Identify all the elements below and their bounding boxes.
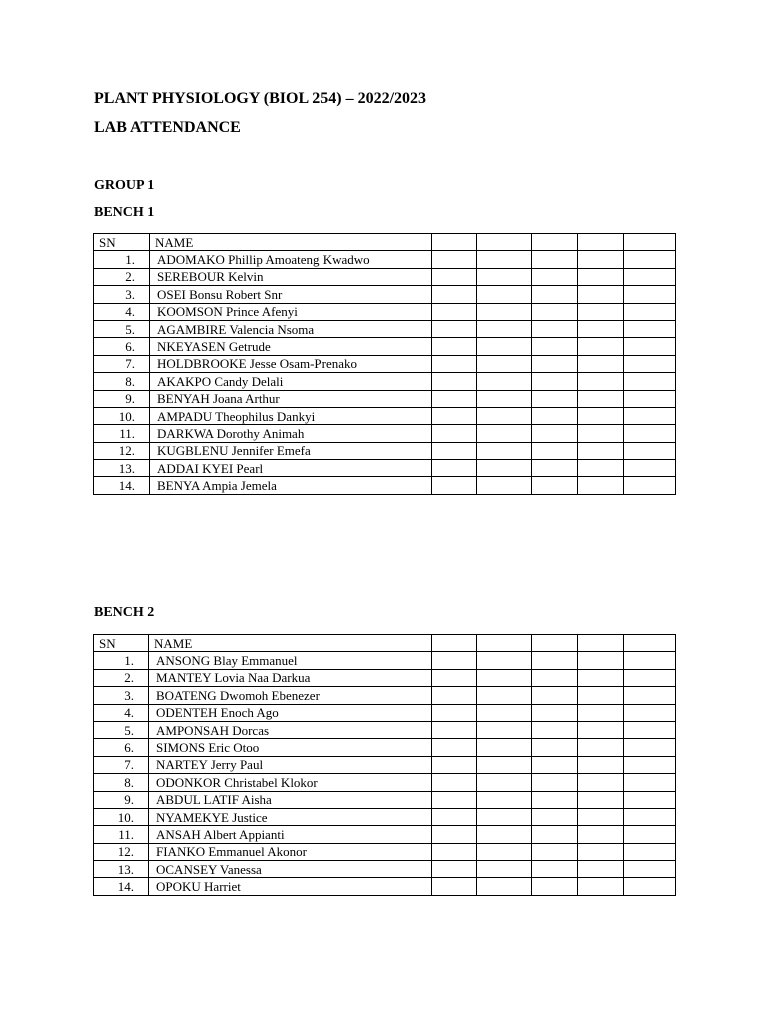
table-row bbox=[94, 687, 676, 704]
attendance-cell bbox=[432, 286, 477, 303]
serial-number: 4. bbox=[94, 704, 149, 721]
attendance-cell bbox=[532, 704, 578, 721]
attendance-cell bbox=[624, 407, 676, 424]
table-row bbox=[94, 791, 676, 808]
serial-number: 6. bbox=[94, 739, 149, 756]
attendance-cell bbox=[477, 477, 532, 494]
attendance-header-cell bbox=[432, 635, 477, 652]
serial-number: 2. bbox=[94, 268, 150, 285]
attendance-cell bbox=[477, 791, 532, 808]
attendance-cell bbox=[624, 268, 676, 285]
student-name: NYAMEKYE Justice bbox=[149, 808, 432, 825]
attendance-cell bbox=[624, 303, 676, 320]
serial-number: 8. bbox=[94, 373, 150, 390]
attendance-cell bbox=[477, 687, 532, 704]
student-name: FIANKO Emmanuel Akonor bbox=[149, 843, 432, 860]
attendance-cell bbox=[578, 878, 624, 895]
table-row bbox=[94, 268, 676, 285]
table-row bbox=[94, 390, 676, 407]
attendance-header-cell bbox=[432, 234, 477, 251]
attendance-cell bbox=[624, 425, 676, 442]
student-name: ADDAI KYEI Pearl bbox=[150, 460, 432, 477]
attendance-cell bbox=[432, 338, 477, 355]
serial-number: 1. bbox=[94, 251, 150, 268]
attendance-cell bbox=[532, 826, 578, 843]
table-row bbox=[94, 721, 676, 738]
attendance-cell bbox=[532, 286, 578, 303]
attendance-cell bbox=[532, 425, 578, 442]
attendance-cell bbox=[477, 739, 532, 756]
attendance-cell bbox=[432, 669, 477, 686]
attendance-cell bbox=[624, 739, 676, 756]
attendance-cell bbox=[578, 460, 624, 477]
table-row bbox=[94, 774, 676, 791]
attendance-cell bbox=[432, 407, 477, 424]
attendance-cell bbox=[624, 826, 676, 843]
attendance-cell bbox=[532, 442, 578, 459]
attendance-cell bbox=[477, 268, 532, 285]
attendance-cell bbox=[532, 687, 578, 704]
attendance-cell bbox=[477, 774, 532, 791]
attendance-cell bbox=[432, 861, 477, 878]
attendance-cell bbox=[624, 791, 676, 808]
attendance-cell bbox=[477, 652, 532, 669]
attendance-cell bbox=[432, 687, 477, 704]
attendance-cell bbox=[532, 808, 578, 825]
attendance-cell bbox=[578, 477, 624, 494]
attendance-cell bbox=[624, 442, 676, 459]
serial-number: 9. bbox=[94, 791, 149, 808]
attendance-cell bbox=[532, 407, 578, 424]
student-name: ODONKOR Christabel Klokor bbox=[149, 774, 432, 791]
attendance-cell bbox=[532, 477, 578, 494]
attendance-cell bbox=[477, 390, 532, 407]
attendance-cell bbox=[532, 303, 578, 320]
attendance-cell bbox=[578, 669, 624, 686]
attendance-cell bbox=[432, 808, 477, 825]
attendance-cell bbox=[532, 843, 578, 860]
student-name: ADOMAKO Phillip Amoateng Kwadwo bbox=[150, 251, 432, 268]
serial-number: 10. bbox=[94, 808, 149, 825]
table-row bbox=[94, 704, 676, 721]
serial-number: 11. bbox=[94, 425, 150, 442]
attendance-cell bbox=[532, 756, 578, 773]
attendance-cell bbox=[432, 425, 477, 442]
attendance-cell bbox=[432, 704, 477, 721]
table-row bbox=[94, 338, 676, 355]
attendance-cell bbox=[532, 652, 578, 669]
attendance-cell bbox=[578, 774, 624, 791]
bench-1-attendance-table bbox=[93, 233, 676, 495]
table-row bbox=[94, 407, 676, 424]
attendance-cell bbox=[432, 355, 477, 372]
attendance-cell bbox=[432, 756, 477, 773]
attendance-cell bbox=[578, 303, 624, 320]
attendance-cell bbox=[532, 355, 578, 372]
attendance-header-cell bbox=[477, 635, 532, 652]
student-name: ABDUL LATIF Aisha bbox=[149, 791, 432, 808]
table-row bbox=[94, 826, 676, 843]
student-name: AMPADU Theophilus Dankyi bbox=[150, 407, 432, 424]
attendance-cell bbox=[477, 251, 532, 268]
attendance-header-cell bbox=[578, 635, 624, 652]
attendance-cell bbox=[532, 721, 578, 738]
serial-number: 12. bbox=[94, 843, 149, 860]
attendance-cell bbox=[624, 338, 676, 355]
serial-number: 6. bbox=[94, 338, 150, 355]
attendance-cell bbox=[432, 460, 477, 477]
attendance-cell bbox=[432, 390, 477, 407]
attendance-cell bbox=[432, 739, 477, 756]
serial-number: 4. bbox=[94, 303, 150, 320]
attendance-cell bbox=[624, 390, 676, 407]
attendance-cell bbox=[578, 721, 624, 738]
table-row bbox=[94, 878, 676, 895]
attendance-cell bbox=[578, 251, 624, 268]
attendance-cell bbox=[432, 774, 477, 791]
student-name: KUGBLENU Jennifer Emefa bbox=[150, 442, 432, 459]
attendance-cell bbox=[578, 268, 624, 285]
attendance-cell bbox=[624, 774, 676, 791]
attendance-cell bbox=[432, 320, 477, 337]
attendance-cell bbox=[532, 774, 578, 791]
student-name: NKEYASEN Getrude bbox=[150, 338, 432, 355]
attendance-cell bbox=[432, 652, 477, 669]
student-name: HOLDBROOKE Jesse Osam-Prenako bbox=[150, 355, 432, 372]
attendance-cell bbox=[624, 251, 676, 268]
attendance-cell bbox=[624, 286, 676, 303]
attendance-cell bbox=[624, 355, 676, 372]
table-row bbox=[94, 808, 676, 825]
attendance-cell bbox=[532, 373, 578, 390]
attendance-cell bbox=[532, 460, 578, 477]
attendance-cell bbox=[624, 808, 676, 825]
table-row bbox=[94, 843, 676, 860]
attendance-cell bbox=[477, 756, 532, 773]
name-column-header: NAME bbox=[150, 234, 432, 251]
attendance-cell bbox=[477, 669, 532, 686]
attendance-cell bbox=[477, 460, 532, 477]
bench-2-label: BENCH 2 bbox=[94, 605, 155, 620]
attendance-cell bbox=[532, 268, 578, 285]
attendance-header-cell bbox=[532, 635, 578, 652]
attendance-cell bbox=[578, 425, 624, 442]
table-row bbox=[94, 739, 676, 756]
table-row bbox=[94, 303, 676, 320]
table-header-row bbox=[94, 635, 676, 652]
bench-1-label: BENCH 1 bbox=[94, 205, 155, 220]
sn-column-header: SN bbox=[94, 635, 149, 652]
attendance-cell bbox=[578, 390, 624, 407]
sn-column-header: SN bbox=[94, 234, 150, 251]
table-row bbox=[94, 251, 676, 268]
attendance-cell bbox=[532, 669, 578, 686]
table-header-row bbox=[94, 234, 676, 251]
table-row bbox=[94, 286, 676, 303]
attendance-cell bbox=[432, 442, 477, 459]
attendance-cell bbox=[624, 669, 676, 686]
table-row bbox=[94, 669, 676, 686]
attendance-cell bbox=[432, 268, 477, 285]
student-name: DARKWA Dorothy Animah bbox=[150, 425, 432, 442]
student-name: BOATENG Dwomoh Ebenezer bbox=[149, 687, 432, 704]
attendance-cell bbox=[477, 355, 532, 372]
attendance-cell bbox=[532, 390, 578, 407]
attendance-header-cell bbox=[477, 234, 532, 251]
student-name: SIMONS Eric Otoo bbox=[149, 739, 432, 756]
attendance-cell bbox=[578, 442, 624, 459]
attendance-cell bbox=[477, 425, 532, 442]
attendance-cell bbox=[578, 320, 624, 337]
serial-number: 5. bbox=[94, 320, 150, 337]
serial-number: 11. bbox=[94, 826, 149, 843]
attendance-cell bbox=[432, 791, 477, 808]
attendance-cell bbox=[477, 861, 532, 878]
student-name: BENYAH Joana Arthur bbox=[150, 390, 432, 407]
attendance-cell bbox=[624, 704, 676, 721]
student-name: OSEI Bonsu Robert Snr bbox=[150, 286, 432, 303]
serial-number: 14. bbox=[94, 878, 149, 895]
table-row bbox=[94, 442, 676, 459]
attendance-cell bbox=[532, 861, 578, 878]
attendance-header-cell bbox=[532, 234, 578, 251]
attendance-cell bbox=[624, 861, 676, 878]
serial-number: 2. bbox=[94, 669, 149, 686]
attendance-cell bbox=[578, 739, 624, 756]
table-row bbox=[94, 373, 676, 390]
attendance-cell bbox=[578, 652, 624, 669]
attendance-cell bbox=[624, 878, 676, 895]
student-name: OCANSEY Vanessa bbox=[149, 861, 432, 878]
attendance-cell bbox=[624, 477, 676, 494]
attendance-cell bbox=[624, 373, 676, 390]
table-row bbox=[94, 425, 676, 442]
student-name: NARTEY Jerry Paul bbox=[149, 756, 432, 773]
table-row bbox=[94, 652, 676, 669]
serial-number: 7. bbox=[94, 756, 149, 773]
attendance-cell bbox=[477, 407, 532, 424]
bench-2-attendance-table bbox=[93, 634, 676, 896]
attendance-cell bbox=[578, 843, 624, 860]
attendance-cell bbox=[532, 878, 578, 895]
attendance-cell bbox=[578, 373, 624, 390]
student-name: ANSONG Blay Emmanuel bbox=[149, 652, 432, 669]
table-row bbox=[94, 355, 676, 372]
attendance-cell bbox=[532, 320, 578, 337]
attendance-cell bbox=[578, 407, 624, 424]
attendance-cell bbox=[624, 721, 676, 738]
attendance-header-cell bbox=[624, 635, 676, 652]
attendance-cell bbox=[432, 251, 477, 268]
name-column-header: NAME bbox=[149, 635, 432, 652]
attendance-cell bbox=[624, 843, 676, 860]
attendance-cell bbox=[432, 477, 477, 494]
student-name: AKAKPO Candy Delali bbox=[150, 373, 432, 390]
attendance-cell bbox=[432, 721, 477, 738]
attendance-cell bbox=[532, 338, 578, 355]
attendance-cell bbox=[578, 355, 624, 372]
attendance-cell bbox=[578, 826, 624, 843]
table-row bbox=[94, 477, 676, 494]
attendance-cell bbox=[532, 791, 578, 808]
attendance-cell bbox=[624, 652, 676, 669]
attendance-cell bbox=[578, 687, 624, 704]
serial-number: 13. bbox=[94, 861, 149, 878]
attendance-cell bbox=[477, 338, 532, 355]
attendance-cell bbox=[578, 756, 624, 773]
attendance-cell bbox=[624, 756, 676, 773]
attendance-cell bbox=[477, 286, 532, 303]
attendance-cell bbox=[532, 739, 578, 756]
student-name: SEREBOUR Kelvin bbox=[150, 268, 432, 285]
attendance-cell bbox=[477, 843, 532, 860]
serial-number: 9. bbox=[94, 390, 150, 407]
student-name: KOOMSON Prince Afenyi bbox=[150, 303, 432, 320]
serial-number: 12. bbox=[94, 442, 150, 459]
attendance-cell bbox=[578, 791, 624, 808]
attendance-cell bbox=[477, 704, 532, 721]
attendance-cell bbox=[432, 303, 477, 320]
attendance-cell bbox=[477, 303, 532, 320]
student-name: ODENTEH Enoch Ago bbox=[149, 704, 432, 721]
attendance-cell bbox=[477, 442, 532, 459]
attendance-cell bbox=[578, 338, 624, 355]
serial-number: 5. bbox=[94, 721, 149, 738]
attendance-cell bbox=[578, 286, 624, 303]
table-row bbox=[94, 861, 676, 878]
serial-number: 3. bbox=[94, 286, 150, 303]
attendance-cell bbox=[432, 843, 477, 860]
group-label: GROUP 1 bbox=[94, 178, 155, 193]
serial-number: 3. bbox=[94, 687, 149, 704]
attendance-header-cell bbox=[578, 234, 624, 251]
attendance-cell bbox=[432, 826, 477, 843]
student-name: ANSAH Albert Appianti bbox=[149, 826, 432, 843]
serial-number: 7. bbox=[94, 355, 150, 372]
serial-number: 13. bbox=[94, 460, 150, 477]
attendance-cell bbox=[532, 251, 578, 268]
document-subtitle: LAB ATTENDANCE bbox=[94, 119, 241, 136]
attendance-cell bbox=[477, 826, 532, 843]
attendance-cell bbox=[477, 721, 532, 738]
attendance-cell bbox=[578, 808, 624, 825]
attendance-cell bbox=[624, 687, 676, 704]
document-title: PLANT PHYSIOLOGY (BIOL 254) – 2022/2023 bbox=[94, 90, 427, 107]
attendance-cell bbox=[432, 373, 477, 390]
attendance-cell bbox=[624, 320, 676, 337]
attendance-cell bbox=[477, 373, 532, 390]
table-row bbox=[94, 320, 676, 337]
attendance-cell bbox=[477, 878, 532, 895]
serial-number: 1. bbox=[94, 652, 149, 669]
student-name: AGAMBIRE Valencia Nsoma bbox=[150, 320, 432, 337]
attendance-cell bbox=[624, 460, 676, 477]
student-name: MANTEY Lovia Naa Darkua bbox=[149, 669, 432, 686]
attendance-cell bbox=[578, 704, 624, 721]
attendance-cell bbox=[432, 878, 477, 895]
table-row bbox=[94, 756, 676, 773]
attendance-cell bbox=[477, 808, 532, 825]
attendance-cell bbox=[477, 320, 532, 337]
attendance-cell bbox=[578, 861, 624, 878]
attendance-header-cell bbox=[624, 234, 676, 251]
serial-number: 10. bbox=[94, 407, 150, 424]
serial-number: 8. bbox=[94, 774, 149, 791]
student-name: BENYA Ampia Jemela bbox=[150, 477, 432, 494]
serial-number: 14. bbox=[94, 477, 150, 494]
student-name: AMPONSAH Dorcas bbox=[149, 721, 432, 738]
table-row bbox=[94, 460, 676, 477]
student-name: OPOKU Harriet bbox=[149, 878, 432, 895]
